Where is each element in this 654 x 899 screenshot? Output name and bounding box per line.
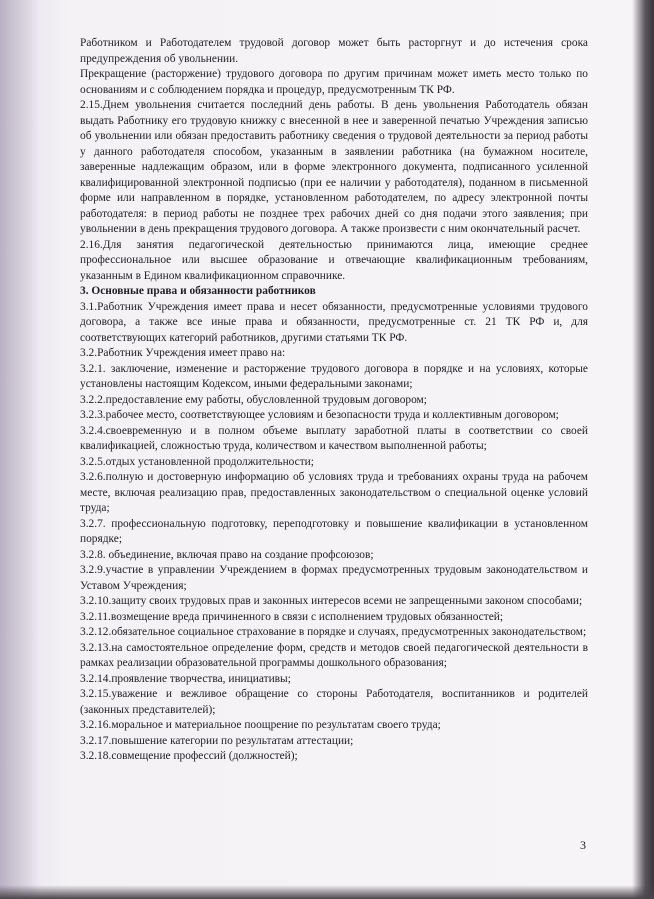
list-item: 3.2.13.на самостоятельное определение форм, средств и методов своей педагогической деятельности в рамках реализации образовательной программы дошкольного образования; [80,641,588,669]
paragraph: 2.16.Для занятия педагогической деятельностью принимаются лица, имеющие среднее профессиональное или высшее образование и отвечающие квалификационным требованиям, указанным в Едином квалификационном справочнике. [80,238,588,282]
list-item: 3.2.3.рабочее место, соответствующее условиям и безопасности труда и коллективным договором; [80,409,559,421]
paragraph: Прекращение (расторжение) трудового договора по другим причинам может иметь место только по основаниям и с соблюдением порядка и процедур, предусмотренным ТК РФ. [80,68,588,96]
list-item: 3.2.7. профессиональную подготовку, переподготовку и повышение квалификации в установленном порядке; [80,517,588,545]
page-number: 3 [580,838,586,852]
list-item: 3.2.10.защиту своих трудовых прав и законных интересов всеми не запрещенными законом способами; [80,595,583,607]
paragraph: 3.2.Работник Учреждения имеет право на: [80,347,286,359]
list-item: 3.2.2.предоставление ему работы, обусловленной трудовым договором; [80,393,427,406]
list-item: 3.2.4.своевременную и в полном объеме выплату заработной платы в соответствии со своей квалификацией, сложностью труда, количеством и качеством выполненной работы; [80,424,588,452]
page-bottom-shadow [0,885,654,899]
page-binding-shadow [0,0,40,899]
list-item: 3.2.14.проявление творчества, инициативы; [80,672,291,685]
list-item: 3.2.12.обязательное социальное страхование в порядке и случаях, предусмотренных законодательством; [80,626,587,638]
list-item: 3.2.16.моральное и материальное поощрение по результатам своего труда; [80,719,441,731]
list-item: 3.2.9.участие в управлении Учреждением в формах предусмотренных трудовым законодательством и Уставом Учреждения; [80,564,588,592]
list-item: 3.2.5.отдых установленной продолжительности; [80,455,314,468]
page-edge-shadow [632,0,654,899]
list-item: 3.2.1. заключение, изменение и расторжение трудового договора в порядке и на условиях, которые установлены настоящим Кодексом, иными федеральными законами; [80,362,588,390]
section-heading: 3. Основные права и обязанности работников [80,285,316,297]
paragraph: Работником и Работодателем трудовой договор может быть расторгнут и до истечения срока предупреждения об увольнении. [80,37,588,65]
list-item: 3.2.18.совмещение профессий (должностей); [80,750,298,762]
document-body [80,36,588,765]
list-item: 3.2.11.возмещение вреда причиненного в связи с исполнением трудовых обязанностей; [80,610,504,623]
paragraph: 2.15.Днем увольнения считается последний день работы. В день увольнения Работодатель обязан выдать Работнику его трудовую книжку с внесенной в нее и заверенной печатью Учреждения записью об увольнении или обязан предоставить работнику сведения о трудовой деятельности за период работы у данного работодателя способом, указанным в заявлении работника (на бумажном носителе, заверенные надлежащим образом, или в форме электронного документа, подписанного усиленной квалифицированной электронной подписью (при ее наличии у работодателя), поданном в письменной форме или направленном в порядке, установленном работодателем, по адресу электронной почты работодателя: в период работы не позднее трех рабочих дней со дня подачи этого заявления; при увольнении в день прекращения трудового договора. А также произвести с ним окончательный расчет. [80,99,588,235]
list-item: 3.2.15.уважение и вежливое обращение со стороны Работодателя, воспитанников и родителей (законных представителей); [80,688,588,716]
paragraph: 3.1.Работник Учреждения имеет права и несет обязанности, предусмотренные условиями трудового договора, а также все иные права и обязанности, предусмотренные ст. 21 ТК РФ и, для соответствующих категорий работников, другими статьями ТК РФ. [80,300,588,344]
list-item: 3.2.8. объединение, включая право на создание профсоюзов; [80,548,374,561]
list-item: 3.2.6.полную и достоверную информацию об условиях труда и требованиях охраны труда на рабочем месте, включая реализацию прав, предоставленных законодательством о специальной оценке условий труда; [80,471,588,514]
list-item: 3.2.17.повышение категории по результатам аттестации; [80,734,354,747]
